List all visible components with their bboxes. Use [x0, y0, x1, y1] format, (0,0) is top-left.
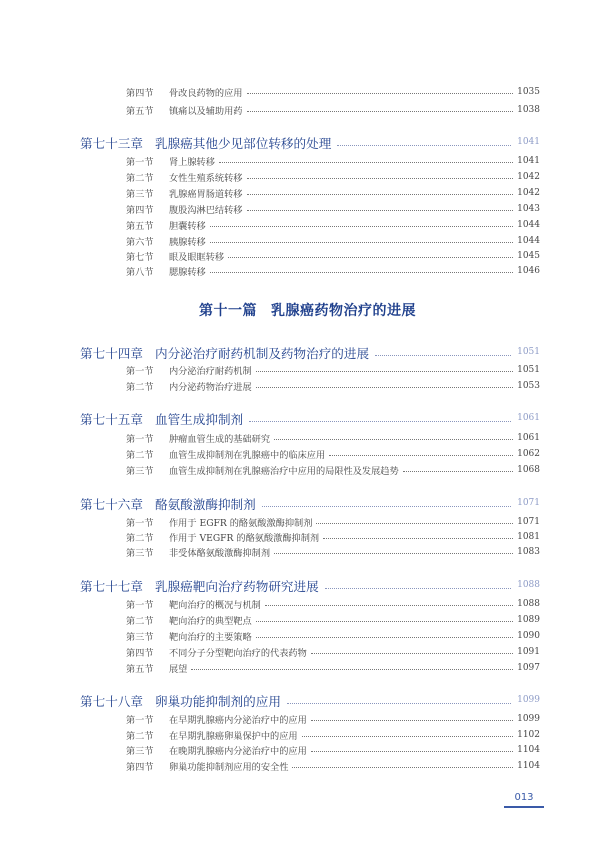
section-number: 第四节 — [126, 204, 154, 216]
section-number: 第二节 — [126, 730, 154, 742]
section-page: 1089 — [517, 614, 540, 625]
section-page: 1097 — [517, 662, 540, 673]
toc-section-entry[interactable] — [126, 446, 540, 461]
section-title: 靶向治疗的典型靶点 — [169, 615, 252, 627]
section-number: 第三节 — [126, 188, 154, 200]
section-page: 1081 — [517, 531, 540, 542]
section-page: 1090 — [517, 630, 540, 641]
toc-chapter-75[interactable] — [80, 408, 540, 428]
section-page: 1091 — [517, 646, 540, 657]
toc-section-entry[interactable] — [126, 644, 540, 659]
leader-dots — [191, 669, 513, 670]
section-number: 第八节 — [126, 266, 154, 278]
toc-section-entry[interactable] — [126, 544, 540, 559]
section-title: 腹股沟淋巴结转移 — [169, 204, 243, 216]
section-title: 女性生殖系统转移 — [169, 172, 243, 184]
chapter-number: 第七十四章 — [80, 345, 143, 361]
toc-section-entry[interactable] — [126, 153, 540, 168]
leader-dots — [247, 194, 514, 195]
toc-chapter-78[interactable] — [80, 690, 540, 710]
section-page: 1071 — [517, 516, 540, 527]
chapter-title: 内分泌治疗耐药机制及药物治疗的进展 — [154, 345, 370, 361]
section-number: 第三节 — [126, 631, 154, 643]
leader-dots — [256, 371, 513, 372]
part-number: 第十一篇 — [199, 303, 257, 319]
section-title: 骨改良药物的应用 — [169, 87, 243, 99]
leader-dots — [403, 471, 513, 472]
section-number: 第一节 — [126, 714, 154, 726]
chapter-title: 酪氨酸激酶抑制剂 — [154, 496, 256, 512]
section-title: 肾上腺转移 — [169, 156, 215, 168]
toc-section-entry[interactable] — [126, 596, 540, 611]
section-number: 第五节 — [126, 663, 154, 675]
section-page: 1042 — [517, 187, 540, 198]
leader-dots — [265, 605, 513, 606]
section-page: 1051 — [517, 364, 540, 375]
leader-dots — [323, 538, 513, 539]
section-page: 1104 — [517, 760, 540, 771]
section-title: 作用于 EGFR 的酪氨酸激酶抑制剂 — [169, 517, 313, 529]
section-page: 1041 — [517, 155, 540, 166]
section-title: 血管生成抑制剂在乳腺癌中的临床应用 — [169, 449, 326, 461]
toc-section-entry[interactable] — [126, 248, 540, 263]
section-title: 不同分子分型靶向治疗的代表药物 — [169, 647, 307, 659]
leader-dots — [247, 111, 514, 112]
chapter-title: 乳腺癌靶向治疗药物研究进展 — [154, 578, 319, 594]
section-number: 第一节 — [126, 517, 154, 529]
section-page: 1046 — [517, 265, 540, 276]
section-number: 第四节 — [126, 761, 154, 773]
leader-dots — [247, 93, 514, 94]
section-title: 在早期乳腺癌卵巢保护中的应用 — [169, 730, 298, 742]
section-page: 1053 — [517, 380, 540, 391]
chapter-page: 1041 — [517, 137, 540, 147]
section-page: 1088 — [517, 598, 540, 609]
section-title: 内分泌药物治疗进展 — [169, 381, 252, 393]
section-page: 1083 — [517, 546, 540, 557]
page-number-underline — [504, 806, 544, 808]
section-number: 第一节 — [126, 156, 154, 168]
section-title: 作用于 VEGFR 的酪氨酸激酶抑制剂 — [169, 532, 320, 544]
toc-section-entry[interactable] — [126, 430, 540, 445]
chapter-title: 乳腺癌其他少见部位转移的处理 — [154, 135, 332, 151]
chapter-number: 第七十三章 — [80, 135, 143, 151]
leader-dots — [249, 421, 511, 422]
section-page: 1099 — [517, 713, 540, 724]
leader-dots — [210, 226, 513, 227]
section-page: 1104 — [517, 744, 540, 755]
section-number: 第二节 — [126, 532, 154, 544]
section-title: 胆囊转移 — [169, 220, 206, 232]
section-title: 乳腺癌胃肠道转移 — [169, 188, 243, 200]
part-title: 乳腺癌药物治疗的进展 — [271, 303, 416, 319]
section-number: 第一节 — [126, 599, 154, 611]
leader-dots — [302, 736, 513, 737]
section-number: 第二节 — [126, 172, 154, 184]
section-number: 第三节 — [126, 547, 154, 559]
chapter-number: 第七十八章 — [80, 693, 143, 709]
section-title: 靶向治疗的主要策略 — [169, 631, 252, 643]
leader-dots — [311, 720, 513, 721]
section-title: 内分泌治疗耐药机制 — [169, 365, 252, 377]
toc-section-entry[interactable] — [126, 84, 540, 99]
section-title: 血管生成抑制剂在乳腺癌治疗中应用的局限性及发展趋势 — [169, 465, 399, 477]
toc-section-entry[interactable] — [126, 378, 540, 393]
toc-section-entry[interactable] — [126, 263, 540, 278]
leader-dots — [325, 588, 511, 589]
section-title: 靶向治疗的概况与机制 — [169, 599, 261, 611]
toc-section-entry[interactable] — [126, 185, 540, 200]
toc-section-entry[interactable] — [126, 711, 540, 726]
toc-section-entry[interactable] — [126, 742, 540, 757]
chapter-page: 1088 — [517, 580, 540, 590]
section-title: 眼及眼眶转移 — [169, 251, 225, 263]
section-number: 第一节 — [126, 365, 154, 377]
section-page: 1043 — [517, 203, 540, 214]
leader-dots — [274, 439, 513, 440]
section-number: 第五节 — [126, 105, 154, 117]
section-page: 1068 — [517, 464, 540, 475]
section-title: 镇痛以及辅助用药 — [169, 105, 243, 117]
page-number: 013 — [514, 792, 534, 803]
section-page: 1038 — [517, 104, 540, 115]
toc-chapter-74[interactable] — [80, 342, 540, 362]
chapter-title: 血管生成抑制剂 — [154, 411, 244, 427]
leader-dots — [329, 455, 513, 456]
toc-section-entry[interactable] — [126, 217, 540, 232]
toc-section-entry[interactable] — [126, 758, 540, 773]
leader-dots — [228, 257, 513, 258]
section-title: 胰腺转移 — [169, 236, 206, 248]
toc-section-entry[interactable] — [126, 362, 540, 377]
leader-dots — [316, 523, 513, 524]
toc-chapter-76[interactable] — [80, 493, 540, 513]
leader-dots — [292, 767, 513, 768]
section-title: 在晚期乳腺癌内分泌治疗中的应用 — [169, 745, 307, 757]
chapter-page: 1071 — [517, 498, 540, 508]
section-number: 第三节 — [126, 465, 154, 477]
toc-section-entry[interactable] — [126, 529, 540, 544]
chapter-number: 第七十六章 — [80, 496, 143, 512]
section-number: 第二节 — [126, 615, 154, 627]
section-number: 第七节 — [126, 251, 154, 263]
section-page: 1062 — [517, 448, 540, 459]
section-title: 腮腺转移 — [169, 266, 206, 278]
section-number: 第五节 — [126, 220, 154, 232]
part-heading — [0, 300, 615, 320]
section-page: 1061 — [517, 432, 540, 443]
leader-dots — [311, 751, 513, 752]
section-title: 肿瘤血管生成的基础研究 — [169, 433, 271, 445]
section-number: 第二节 — [126, 449, 154, 461]
leader-dots — [256, 637, 513, 638]
toc-section-entry[interactable] — [126, 612, 540, 627]
toc-section-entry[interactable] — [126, 628, 540, 643]
leader-dots — [256, 621, 513, 622]
toc-section-entry[interactable] — [126, 169, 540, 184]
toc-section-entry[interactable] — [126, 462, 540, 477]
leader-dots — [287, 703, 511, 704]
section-number: 第三节 — [126, 745, 154, 757]
leader-dots — [210, 242, 513, 243]
section-title: 展望 — [169, 663, 188, 675]
chapter-number: 第七十五章 — [80, 411, 143, 427]
section-number: 第四节 — [126, 647, 154, 659]
section-number: 第二节 — [126, 381, 154, 393]
leader-dots — [247, 178, 514, 179]
section-number: 第六节 — [126, 236, 154, 248]
section-page: 1035 — [517, 86, 540, 97]
toc-section-entry[interactable] — [126, 514, 540, 529]
leader-dots — [311, 653, 513, 654]
section-number: 第四节 — [126, 87, 154, 99]
toc-section-entry[interactable] — [126, 660, 540, 675]
section-page: 1045 — [517, 250, 540, 261]
leader-dots — [375, 355, 511, 356]
section-page: 1102 — [517, 729, 540, 740]
toc-chapter-73[interactable] — [80, 132, 540, 152]
chapter-page: 1051 — [517, 347, 540, 357]
section-title: 卵巢功能抑制剂应用的安全性 — [169, 761, 289, 773]
leader-dots — [274, 553, 513, 554]
section-page: 1044 — [517, 219, 540, 230]
leader-dots — [262, 506, 511, 507]
toc-section-entry[interactable] — [126, 102, 540, 117]
chapter-page: 1061 — [517, 413, 540, 423]
section-page: 1042 — [517, 171, 540, 182]
chapter-page: 1099 — [517, 695, 540, 705]
section-title: 非受体酪氨酸激酶抑制剂 — [169, 547, 271, 559]
chapter-number: 第七十七章 — [80, 578, 143, 594]
toc-section-entry[interactable] — [126, 727, 540, 742]
toc-chapter-77[interactable] — [80, 575, 540, 595]
leader-dots — [210, 272, 513, 273]
leader-dots — [247, 210, 514, 211]
leader-dots — [219, 162, 513, 163]
toc-section-entry[interactable] — [126, 233, 540, 248]
section-page: 1044 — [517, 235, 540, 246]
leader-dots — [337, 145, 511, 146]
section-number: 第一节 — [126, 433, 154, 445]
chapter-title: 卵巢功能抑制剂的应用 — [154, 693, 281, 709]
leader-dots — [256, 387, 513, 388]
toc-section-entry[interactable] — [126, 201, 540, 216]
section-title: 在早期乳腺癌内分泌治疗中的应用 — [169, 714, 307, 726]
